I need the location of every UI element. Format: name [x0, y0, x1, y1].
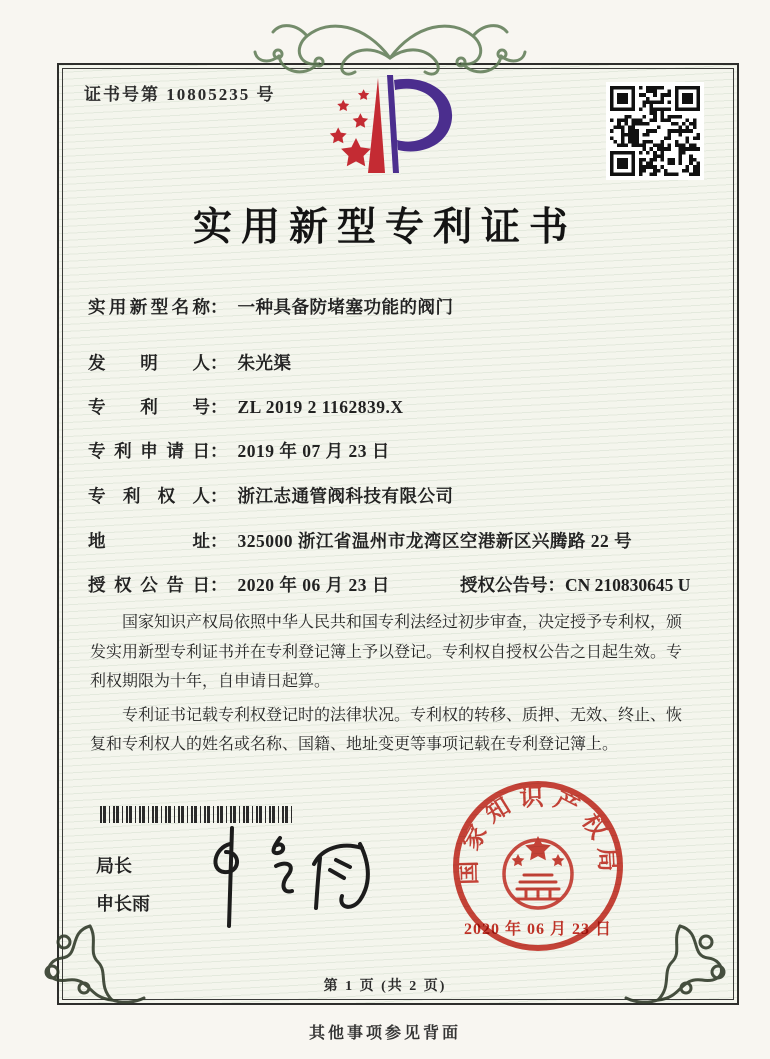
- field-colon: ：: [210, 353, 228, 373]
- certificate-title: 实用新型专利证书: [192, 206, 577, 249]
- legal-text: [90, 608, 690, 764]
- barcode-icon: [100, 806, 292, 823]
- field-row-name: [88, 294, 454, 319]
- qr-code-icon: [606, 82, 704, 180]
- field-colon: ：: [210, 297, 228, 317]
- footer-note: 其他事项参见背面: [308, 1025, 461, 1042]
- field-value: 325000 浙江省温州市龙湾区空港新区兴腾路 22 号: [237, 531, 633, 551]
- officer-name: 申长雨: [96, 894, 150, 914]
- field-value: 浙江志通管阀科技有限公司: [237, 486, 454, 506]
- field-label: 专利号: [88, 397, 210, 417]
- field-label: 授权公告日: [88, 575, 210, 595]
- svg-text:国家知识产权局: [455, 784, 622, 885]
- field-row-grant-date: [88, 572, 390, 597]
- legal-paragraph-1: 国家知识产权局依照中华人民共和国专利法经过初步审查，决定授予专利权，颁发实用新型专利证书并在专利登记簿上予以登记。专利权自授权公告之日起生效。专利权期限为十年，自申请日起算。: [90, 614, 683, 691]
- field-row-patentee: [88, 483, 454, 508]
- field-row-address: [88, 528, 632, 553]
- field-row-inventor: [88, 350, 292, 375]
- field-row-filing-date: [88, 438, 390, 463]
- cnipa-logo: [298, 70, 482, 186]
- field-value: CN 210830645 U: [565, 575, 691, 595]
- field-label: 专利权人: [88, 486, 210, 506]
- field-row-grant-number: [460, 572, 690, 597]
- seal-date: 2020 年 06 月 23 日: [463, 921, 612, 938]
- certificate-number: 证书号第 10805235 号: [84, 85, 276, 104]
- field-value: 2020 年 06 月 23 日: [237, 575, 390, 595]
- field-row-patent-number: [88, 394, 404, 419]
- field-value: 一种具备防堵塞功能的阀门: [237, 297, 454, 317]
- field-colon: ：: [210, 486, 228, 506]
- seal-text: 国家知识产权局: [455, 784, 621, 886]
- legal-paragraph-2: 专利证书记载专利权登记时的法律状况。专利权的转移、质押、无效、终止、恢复和专利权人的姓名或名称、国籍、地址变更等事项记载在专利登记簿上。: [90, 706, 683, 754]
- field-colon: ：: [210, 397, 228, 417]
- field-label: 实用新型名称: [88, 297, 210, 317]
- field-value: 朱光渠: [237, 353, 292, 373]
- field-colon: ：: [547, 575, 565, 595]
- field-label: 专利申请日: [88, 441, 210, 461]
- field-colon: ：: [210, 575, 228, 595]
- page-info: 第 1 页 (共 2 页): [323, 979, 447, 994]
- field-label: 地址: [88, 531, 210, 551]
- officer-title: 局长: [96, 856, 132, 876]
- field-label: 授权公告号: [460, 575, 548, 595]
- field-colon: ：: [210, 441, 228, 461]
- field-colon: ：: [210, 531, 228, 551]
- national-emblem-icon: [504, 836, 572, 908]
- field-value: 2019 年 07 月 23 日: [237, 441, 390, 461]
- signature-icon: [196, 822, 386, 932]
- field-label: 发明人: [88, 353, 210, 373]
- field-value: ZL 2019 2 1162839.X: [237, 397, 404, 417]
